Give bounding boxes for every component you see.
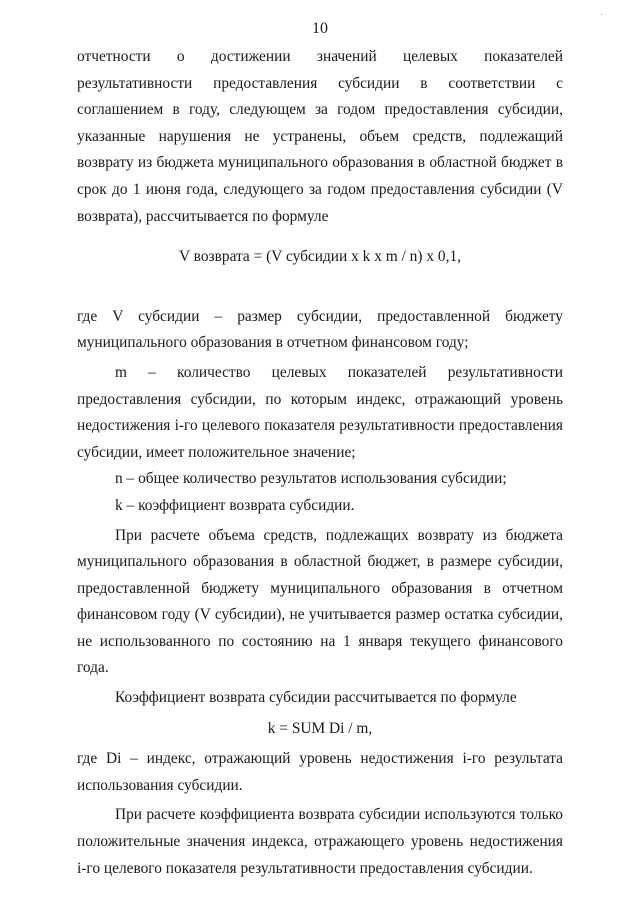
paragraph-calculation-rule: При расчете объема средств, подлежащих возврату из бюджета муниципального образования в областной бюджет, в размере субсидии, предоставленной бюджету муниципального образования в отчетном финансовом году (V субсидии), не учитывается размер остатка субсидии, не использованного по состоянию на 1 января текущего финансового года. bbox=[77, 526, 563, 677]
paragraph-k-definition: k – коэффициент возврата субсидии. bbox=[115, 496, 355, 514]
paragraph-where-di: где Di – индекс, отражающий уровень недостижения i-го результата использования субсидии. bbox=[77, 750, 563, 794]
paragraph-reporting-formula-intro: отчетности о достижении значений целевых показателей результативности предоставления субсидии в соответствии с соглашением в году, следующем за годом предоставления субсидии, указанные нарушения не устранены, объем средств, подлежащий возврату из бюджета муниципального образования в областной бюджет в срок до 1 июня года, следующего за годом предоставления субсидии (V возврата), рассчитывается по формуле bbox=[77, 48, 563, 225]
page-number: 10 bbox=[312, 20, 328, 37]
corner-mark: · bbox=[600, 10, 604, 21]
formula-return-coefficient: k = SUM Di / m, bbox=[267, 719, 373, 737]
paragraph-m-definition: m – количество целевых показателей результативности предоставления субсидии, по которым индекс, отражающий уровень недостижения i-го целевого показателя результативности предоставления субсидии, имеет положительное значение; bbox=[77, 363, 563, 461]
paragraph-positive-values: При расчете коэффициента возврата субсидии используются только положительные значения индекса, отражающего уровень недостижения i-го целевого показателя результативности предоставления субсидии. bbox=[77, 806, 563, 877]
document-body bbox=[77, 44, 563, 882]
paragraph-where-v-subsidy: где V субсидии – размер субсидии, предоставленной бюджету муниципального образования в отчетном финансовом году; bbox=[77, 307, 563, 352]
paragraph-n-definition: n – общее количество результатов использования субсидии; bbox=[115, 470, 507, 488]
paragraph-coefficient-intro: Коэффициент возврата субсидии рассчитывается по формуле bbox=[115, 689, 517, 707]
formula-return-volume: V возврата = (V субсидии x k x m / n) x 0,1, bbox=[179, 248, 461, 266]
